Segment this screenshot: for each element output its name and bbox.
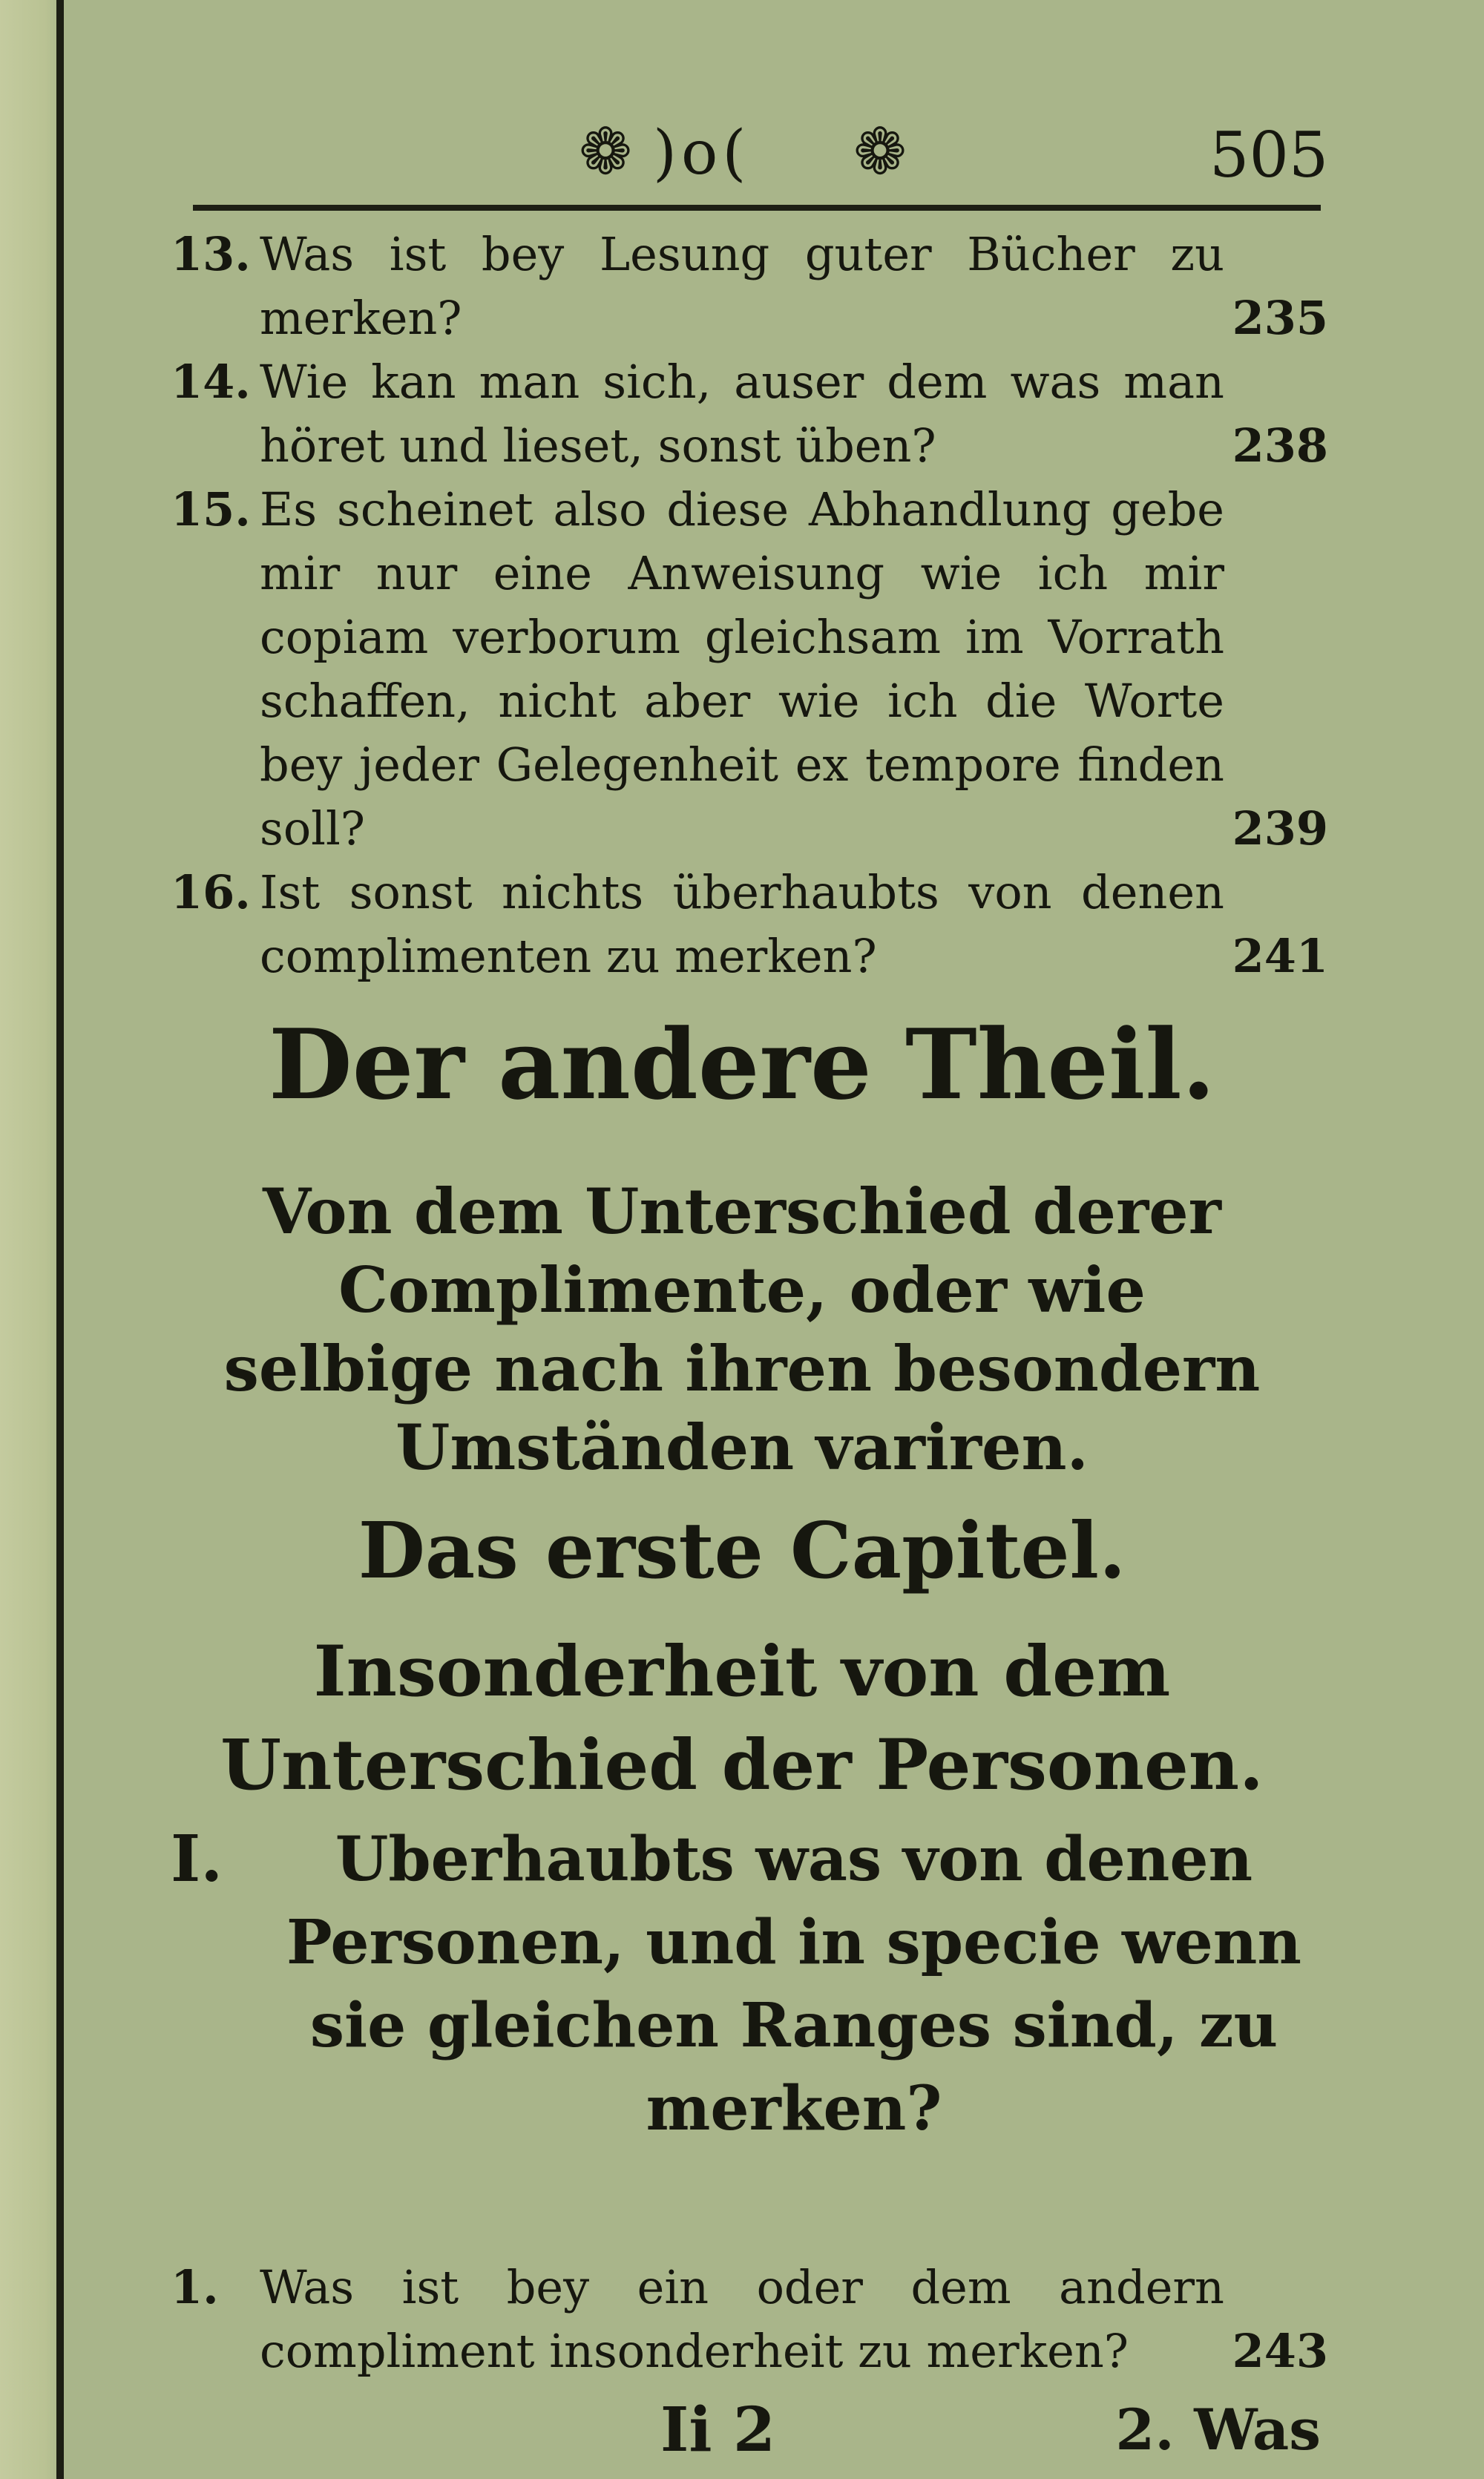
toc-entry-page: 239	[1232, 801, 1328, 856]
toc-entry-text: Wie kan man sich, auser dem was man höret und lieset, sonst üben?	[260, 355, 1224, 473]
header-rule	[193, 205, 1321, 211]
toc-entry-text: Ist sonst nichts überhaubts von denen complimenten zu merken?	[260, 865, 1224, 983]
page-footer	[148, 2394, 1336, 2471]
toc-entry-page: 241	[1232, 929, 1328, 983]
flower-ornament-icon: ❁	[579, 115, 633, 189]
toc-entry-number: 16.	[171, 865, 251, 919]
toc-entry	[171, 350, 1328, 478]
question-text: Was ist bey ein oder dem andern compliment insonderheit zu merken?	[260, 2260, 1224, 2378]
toc-entry	[171, 861, 1328, 988]
question-number: 1.	[171, 2260, 219, 2314]
flower-ornament-icon: ❁	[853, 115, 907, 189]
section-heading	[171, 1818, 1328, 2150]
book-page	[148, 104, 1336, 2466]
chapter-subtitle: Insonderheit von dem Unterschied der Personen.	[220, 1631, 1264, 1806]
question-page: 243	[1232, 2324, 1328, 2378]
scan-margin	[0, 0, 65, 2479]
running-head: )o(	[653, 118, 751, 188]
part-title: Der andere Theil.	[268, 1008, 1215, 1121]
part-subtitle: Von dem Unterschied derer Complimente, oder wie selbige nach ihren besondern Umständen variren.	[223, 1175, 1261, 1484]
catchword: 2. Was	[1115, 2397, 1321, 2463]
toc-list	[171, 223, 1328, 988]
chapter-title: Das erste Capitel.	[358, 1505, 1126, 1596]
toc-entry-page: 235	[1232, 291, 1328, 345]
signature-mark: Ii 2	[660, 2394, 776, 2466]
gutter-line	[56, 0, 64, 2479]
toc-entry	[171, 223, 1328, 350]
question-entry	[171, 2256, 1328, 2383]
toc-entry-text: Was ist bey Lesung guter Bücher zu merken?	[260, 227, 1224, 345]
toc-entry-page: 238	[1232, 418, 1328, 473]
toc-entry-number: 13.	[171, 227, 251, 281]
toc-entry	[171, 478, 1328, 861]
section-text: Uberhaubts was von denen Personen, und in specie wenn sie gleichen Ranges sind, zu merken?	[286, 1824, 1302, 2144]
toc-entry-number: 15.	[171, 482, 251, 536]
toc-entry-text: Es scheinet also diese Abhandlung gebe mir nur eine Anweisung wie ich mir copiam verborum gleichsam im Vorrath schaffen, nicht aber wie ich die Worte bey jeder Gelegenheit ex tempore finden soll?	[260, 482, 1224, 856]
section-number: I.	[171, 1822, 223, 1897]
page-header	[148, 104, 1336, 193]
toc-entry-number: 14.	[171, 355, 251, 409]
page-number: 505	[1209, 119, 1329, 191]
